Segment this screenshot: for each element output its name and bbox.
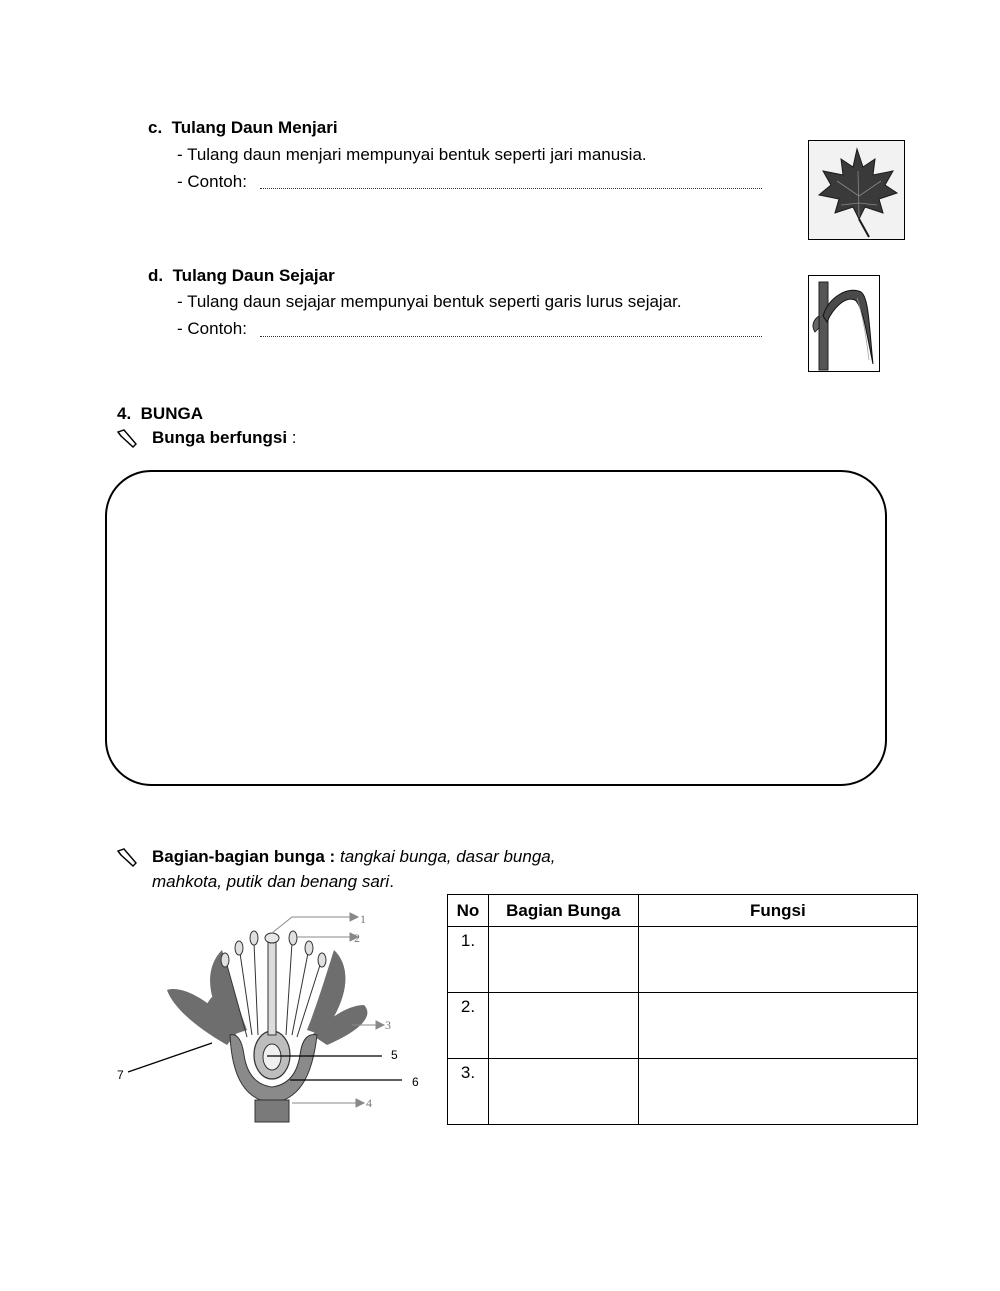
section-4-number: 4. xyxy=(117,404,132,423)
header-fungsi: Fungsi xyxy=(638,895,917,927)
bunga-function-prompt xyxy=(152,428,297,448)
diagram-label-3: 3 xyxy=(385,1018,391,1032)
diagram-label-1: 1 xyxy=(360,912,366,926)
flower-parts-line-2 xyxy=(152,872,394,892)
section-c-letter: c. xyxy=(148,118,163,137)
table-row xyxy=(448,927,918,993)
diagram-label-2: 2 xyxy=(354,931,360,945)
section-d-heading xyxy=(148,266,335,286)
section-c-title: Tulang Daun Menjari xyxy=(171,118,338,137)
table-header-row xyxy=(448,895,918,927)
flower-parts-list-2: mahkota, putik dan benang sari xyxy=(152,872,390,891)
section-c-example-label: - Contoh: xyxy=(177,172,247,191)
stigma xyxy=(265,933,279,943)
flower-stalk xyxy=(255,1100,289,1122)
bunga-function-label: Bunga berfungsi xyxy=(152,428,288,447)
section-c-description: - Tulang daun menjari mempunyai bentuk seperti jari manusia. xyxy=(177,145,647,164)
function-answer-cell[interactable] xyxy=(638,927,917,993)
pistil-style xyxy=(268,940,276,1035)
diagram-label-5: 5 xyxy=(391,1048,398,1062)
row-number: 1. xyxy=(448,927,489,993)
section-d-title: Tulang Daun Sejajar xyxy=(172,266,335,285)
bunga-function-colon: : xyxy=(287,428,297,447)
part-answer-cell[interactable] xyxy=(488,927,638,993)
section-d-example-label: - Contoh: xyxy=(177,319,247,338)
bunga-function-answer-box[interactable] xyxy=(105,470,887,786)
section-c-heading xyxy=(148,118,338,138)
function-answer-cell[interactable] xyxy=(638,993,917,1059)
pencil-bullet-icon xyxy=(116,428,138,448)
flower-parts-period: . xyxy=(389,872,394,891)
row-number: 2. xyxy=(448,993,489,1059)
part-answer-cell[interactable] xyxy=(488,993,638,1059)
flower-parts-list-1: tangkai bunga, dasar bunga, xyxy=(339,847,556,866)
pencil-bullet-icon-2 xyxy=(116,847,138,867)
flower-parts-label: Bagian-bagian bunga : xyxy=(152,847,336,866)
row-number: 3. xyxy=(448,1059,489,1125)
diagram-label-4: 4 xyxy=(366,1096,372,1110)
table-row xyxy=(448,1059,918,1125)
flower-diagram xyxy=(112,905,437,1125)
grass-leaf-icon xyxy=(809,276,879,371)
diagram-label-7: 7 xyxy=(117,1068,124,1082)
parallel-leaf-image xyxy=(808,275,880,372)
maple-leaf-icon xyxy=(809,141,904,239)
section-d-letter: d. xyxy=(148,266,164,285)
section-4-title: BUNGA xyxy=(140,404,203,423)
flower-parts-table xyxy=(447,894,918,1125)
maple-leaf-image xyxy=(808,140,905,240)
section-4-heading xyxy=(117,404,203,424)
part-answer-cell[interactable] xyxy=(488,1059,638,1125)
section-d-example-answer-line[interactable] xyxy=(260,336,762,337)
table-row xyxy=(448,993,918,1059)
ovule xyxy=(263,1044,281,1070)
header-no: No xyxy=(448,895,489,927)
section-d-description: - Tulang daun sejajar mempunyai bentuk seperti garis lurus sejajar. xyxy=(177,292,682,311)
section-c-example-answer-line[interactable] xyxy=(260,188,762,189)
header-bagian-bunga: Bagian Bunga xyxy=(488,895,638,927)
function-answer-cell[interactable] xyxy=(638,1059,917,1125)
flower-parts-line-1 xyxy=(152,847,555,867)
diagram-label-6: 6 xyxy=(412,1075,419,1089)
